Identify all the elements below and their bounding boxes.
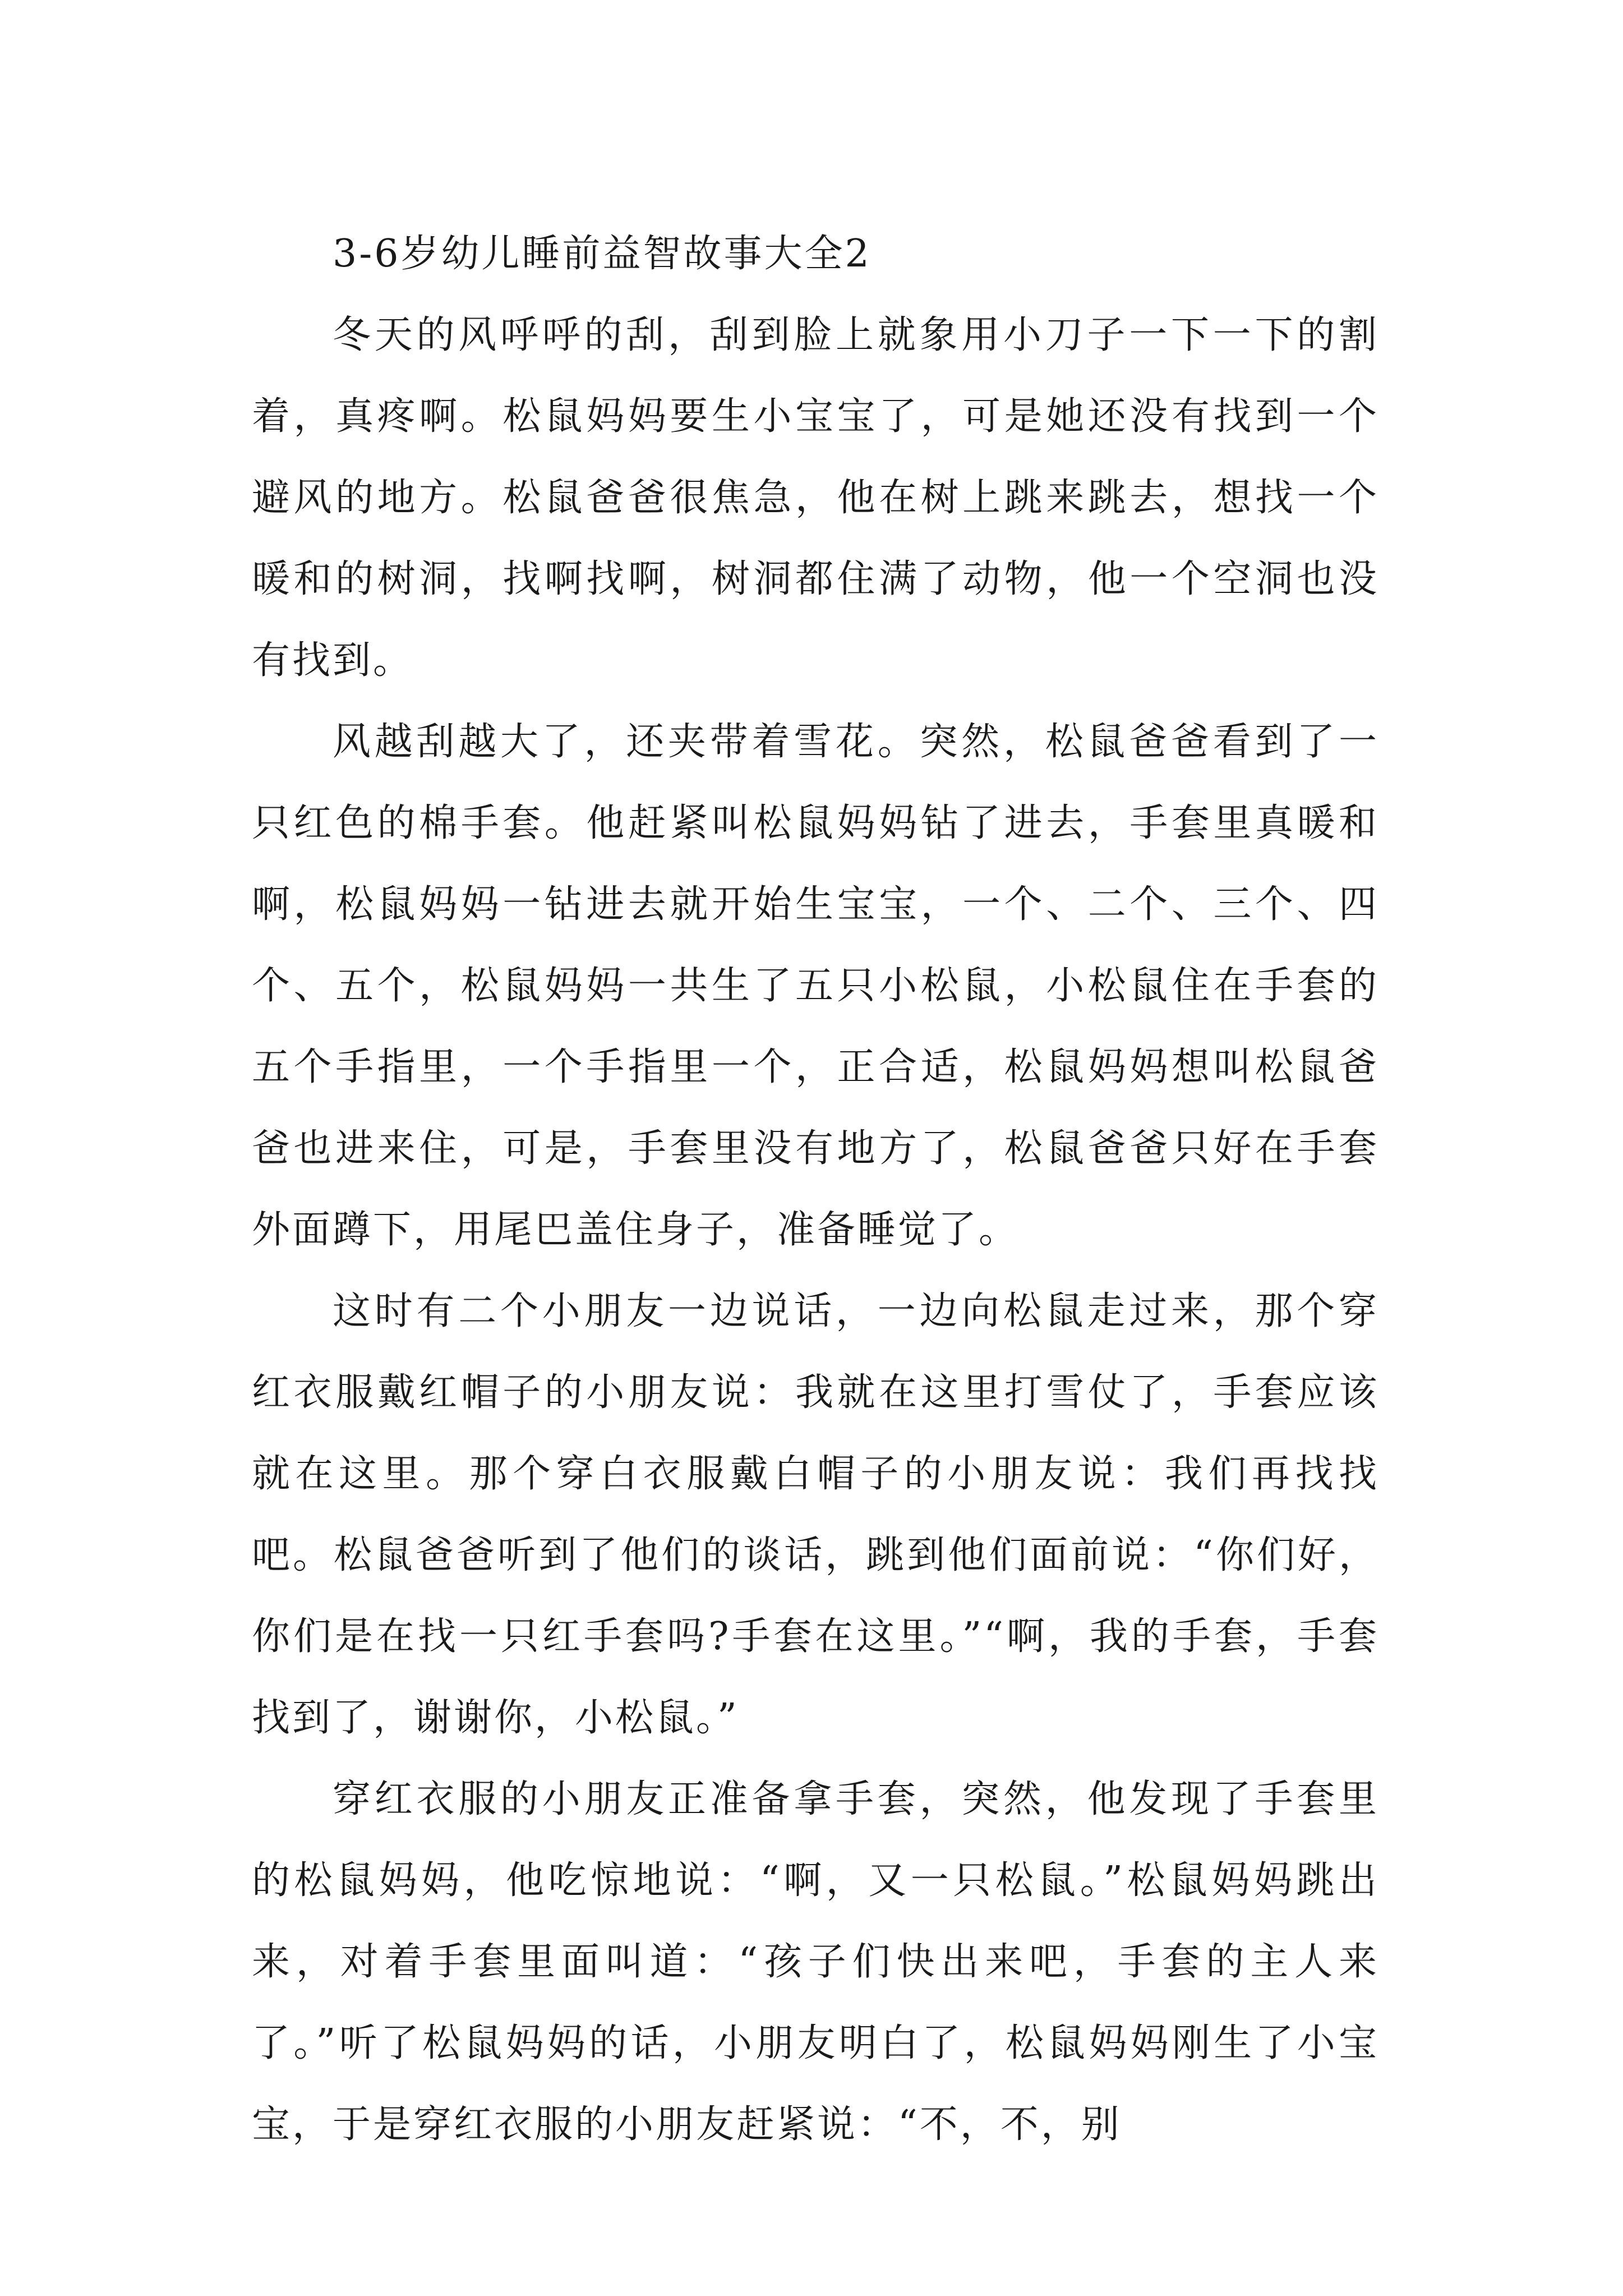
document-title: 3-6岁幼儿睡前益智故事大全2 [333, 232, 872, 276]
document-body [252, 213, 1379, 2165]
paragraph-3: 这时有二个小朋友一边说话，一边向松鼠走过来，那个穿红衣服戴红帽子的小朋友说：我就在这里打雪仗了，手套应该就在这里。那个穿白衣服戴白帽子的小朋友说：我们再找找吧。松鼠爸爸听到了他们的谈话，跳到他们面前说：“你们好，你们是在找一只红手套吗?手套在这里。”“啊，我的手套，手套找到了，谢谢你，小松鼠。” [252, 1289, 1379, 1740]
paragraph-2: 风越刮越大了，还夹带着雪花。突然，松鼠爸爸看到了一只红色的棉手套。他赶紧叫松鼠妈妈钻了进去，手套里真暖和啊，松鼠妈妈一钻进去就开始生宝宝，一个、二个、三个、四个、五个，松鼠妈妈一共生了五只小松鼠，小松鼠住在手套的五个手指里，一个手指里一个，正合适，松鼠妈妈想叫松鼠爸爸也进来住，可是，手套里没有地方了，松鼠爸爸只好在手套外面蹲下，用尾巴盖住身子，准备睡觉了。 [252, 720, 1379, 1252]
paragraph-4: 穿红衣服的小朋友正准备拿手套，突然，他发现了手套里的松鼠妈妈，他吃惊地说：“啊，又一只松鼠。”松鼠妈妈跳出来，对着手套里面叫道：“孩子们快出来吧，手套的主人来了。”听了松鼠妈妈的话，小朋友明白了，松鼠妈妈刚生了小宝宝，于是穿红衣服的小朋友赶紧说：“不，不，别 [252, 1777, 1379, 2147]
paragraph-1: 冬天的风呼呼的刮，刮到脸上就象用小刀子一下一下的割着，真疼啊。松鼠妈妈要生小宝宝了，可是她还没有找到一个避风的地方。松鼠爸爸很焦急，他在树上跳来跳去，想找一个暖和的树洞，找啊找啊，树洞都住满了动物，他一个空洞也没有找到。 [252, 313, 1379, 683]
